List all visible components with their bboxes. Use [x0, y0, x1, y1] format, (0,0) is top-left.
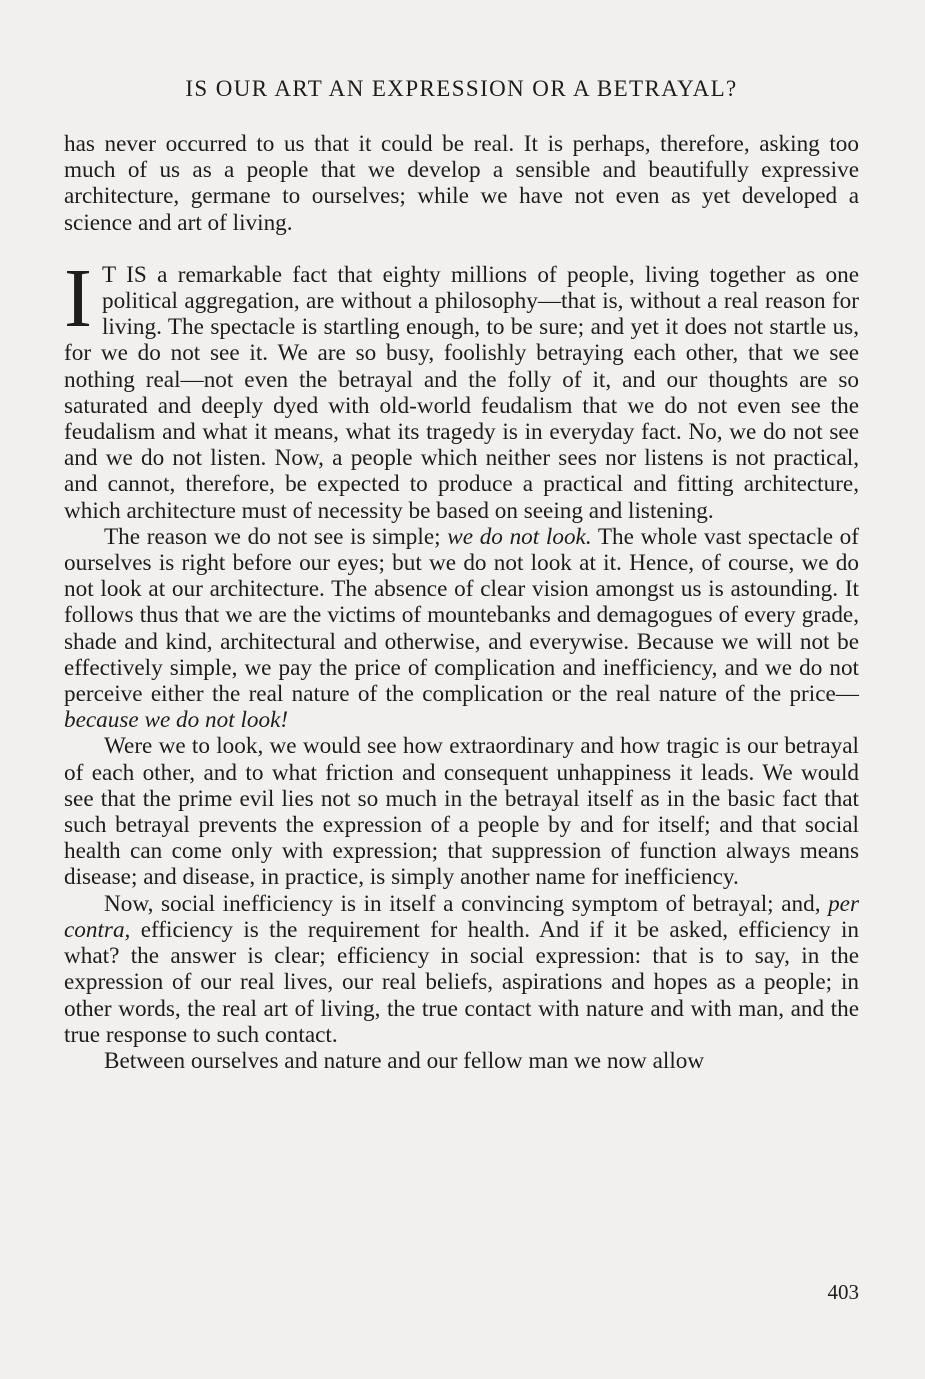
paragraph-4-text: Were we to look, we would see how extraordinary and how tragic is our betrayal of each other, and to what friction and consequent unhappiness it leads. We would see that the prime evil lies not so much in the betrayal itself as in the basic fact that such betrayal prevents the expression of a people by and for itself; and that social health can come only with expression; that suppression of function always means disease; and disease, in practice, is simply another name for inefficiency. — [64, 733, 859, 891]
paragraph-5-text-a: Now, social inefficiency is in itself a convincing symptom of betrayal; and, — [104, 890, 829, 917]
paragraph-3-emphasis-1: we do not look. — [447, 523, 592, 550]
paragraph-continued — [64, 131, 859, 236]
paragraph-3-text-a: The reason we do not see is simple; — [104, 523, 448, 550]
paragraph-dropcap — [64, 251, 859, 524]
paragraph-6-text: Between ourselves and nature and our fellow man we now allow — [104, 1047, 705, 1074]
paragraph-2-text: T IS a remarkable fact that eighty millions of people, living together as one political aggregation, are without a philosophy—that is, without a real reason for living. The spectacle is startling enough, to be sure; and yet it does not startle us, for we do not see it. We are so busy, foolishly betraying each other, that we see nothing real—not even the betrayal and the folly of it, and our thoughts are so saturated and deeply dyed with old-world feudalism that we do not even see the feudalism and what it means, what its tragedy is in everyday fact. No, we do not see and we do not listen. Now, a people which neither sees nor listens is not practical, and cannot, therefore, be expected to produce a practical and fitting architecture, which architecture must of necessity be based on seeing and listening. — [64, 261, 859, 524]
drop-cap: I — [64, 251, 92, 345]
paragraph-3 — [64, 524, 859, 734]
body-text — [64, 131, 859, 1074]
paragraph-4 — [64, 733, 859, 890]
paragraph-1-text: has never occurred to us that it could be real. It is perhaps, therefore, asking too much of us as a people that we develop a sensible and beautifully expressive architecture, germane to ourselves; while we have not even as yet developed a science and art of living. — [64, 131, 859, 236]
running-title: IS OUR ART AN EXPRESSION OR A BETRAYAL? — [185, 76, 738, 101]
paragraph-6 — [64, 1048, 859, 1074]
paragraph-5-emphasis: per contra, — [64, 890, 859, 943]
paragraph-3-text-b: The whole vast spectacle of ourselves is right before our eyes; but we do not look at it. Hence, of course, we do not look at our architecture. The absence of clear vision amongst us is astounding. It follows thus that we are the victims of mountebanks and demagogues of every grade, shade and kind, architectural and otherwise, and everywise. Because we will not be effectively simple, we pay the price of complication and inefficiency, and we do not perceive either the real nature of the complication or the real nature of the price— — [64, 523, 859, 708]
paragraph-3-emphasis-2: because we do not look! — [64, 707, 289, 734]
paragraph-5 — [64, 891, 859, 1048]
page-number: 403 — [827, 1280, 859, 1304]
book-page — [64, 0, 859, 1379]
paragraph-5-text-b: efficiency is the requirement for health. And if it be asked, efficiency in what? the answer is clear; efficiency in social expression: that is to say, in the expression of our real lives, our real beliefs, aspirations and hopes as a people; in other words, the real art of living, the true contact with nature and with man, and the true response to such contact. — [64, 916, 859, 1048]
